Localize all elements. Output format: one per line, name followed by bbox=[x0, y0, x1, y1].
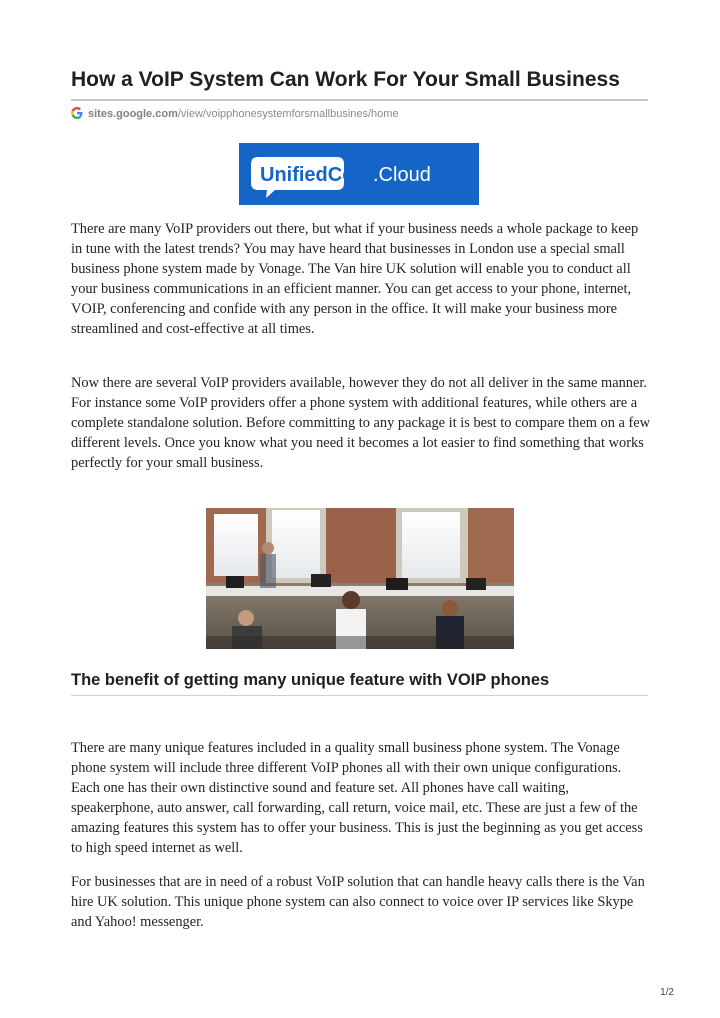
section-divider bbox=[71, 695, 648, 696]
google-g-icon bbox=[71, 107, 88, 122]
svg-text:.Cloud: .Cloud bbox=[373, 164, 431, 186]
source-host: sites.google.com bbox=[88, 108, 178, 120]
svg-text:UnifiedComs: UnifiedComs bbox=[260, 164, 384, 186]
intro-paragraph: There are many VoIP providers out there, but what if your business needs a whole package to keep in tune with the latest trends? You may have heard that businesses in London use a special small business phone system made by Vonage. The Van hire UK solution will enable you to conduct all your business communications in an efficient manner. You can get access to your phone, internet, VOIP, conferencing and confide with any person in the office. It will make your business more streamlined and cost-effective at all times. bbox=[71, 221, 639, 337]
features-paragraph: There are many unique features included in a quality small business phone system. The Vonage phone system will include three different VoIP phones all with their own unique configurations. Each one has their own distinctive sound and feature set. All phones have call waiting, speakerphone, auto answer, call forwarding, call return, voice mail, etc. These are just a few of the amazing features this system has to offer your business. This is just the beginning as you get access to high speed internet as well. bbox=[71, 740, 643, 856]
source-path: /view/voipphonesystemforsmallbusines/home bbox=[177, 108, 399, 120]
source-link[interactable] bbox=[71, 106, 399, 122]
unifiedcoms-logo bbox=[239, 143, 479, 205]
page-number: 1/2 bbox=[660, 987, 674, 998]
section-heading: The benefit of getting many unique feature with VOIP phones bbox=[71, 671, 550, 689]
title-divider bbox=[71, 99, 648, 101]
comparison-paragraph: Now there are several VoIP providers available, however they do not all deliver in the same manner. For instance some VoIP providers offer a phone system with additional features, while others are a complete standalone solution. Before committing to any package it is best to compare them on a few different levels. Once you know what you need it becomes a lot easier to find something that works perfectly for your small business. bbox=[71, 375, 651, 471]
page-title: How a VoIP System Can Work For Your Small Business bbox=[71, 68, 620, 91]
solution-paragraph: For businesses that are in need of a robust VoIP solution that can handle heavy calls there is the Van hire UK solution. This unique phone system can also connect to voice over IP services like Skype and Yahoo! messenger. bbox=[71, 874, 645, 930]
office-photo bbox=[206, 508, 514, 649]
